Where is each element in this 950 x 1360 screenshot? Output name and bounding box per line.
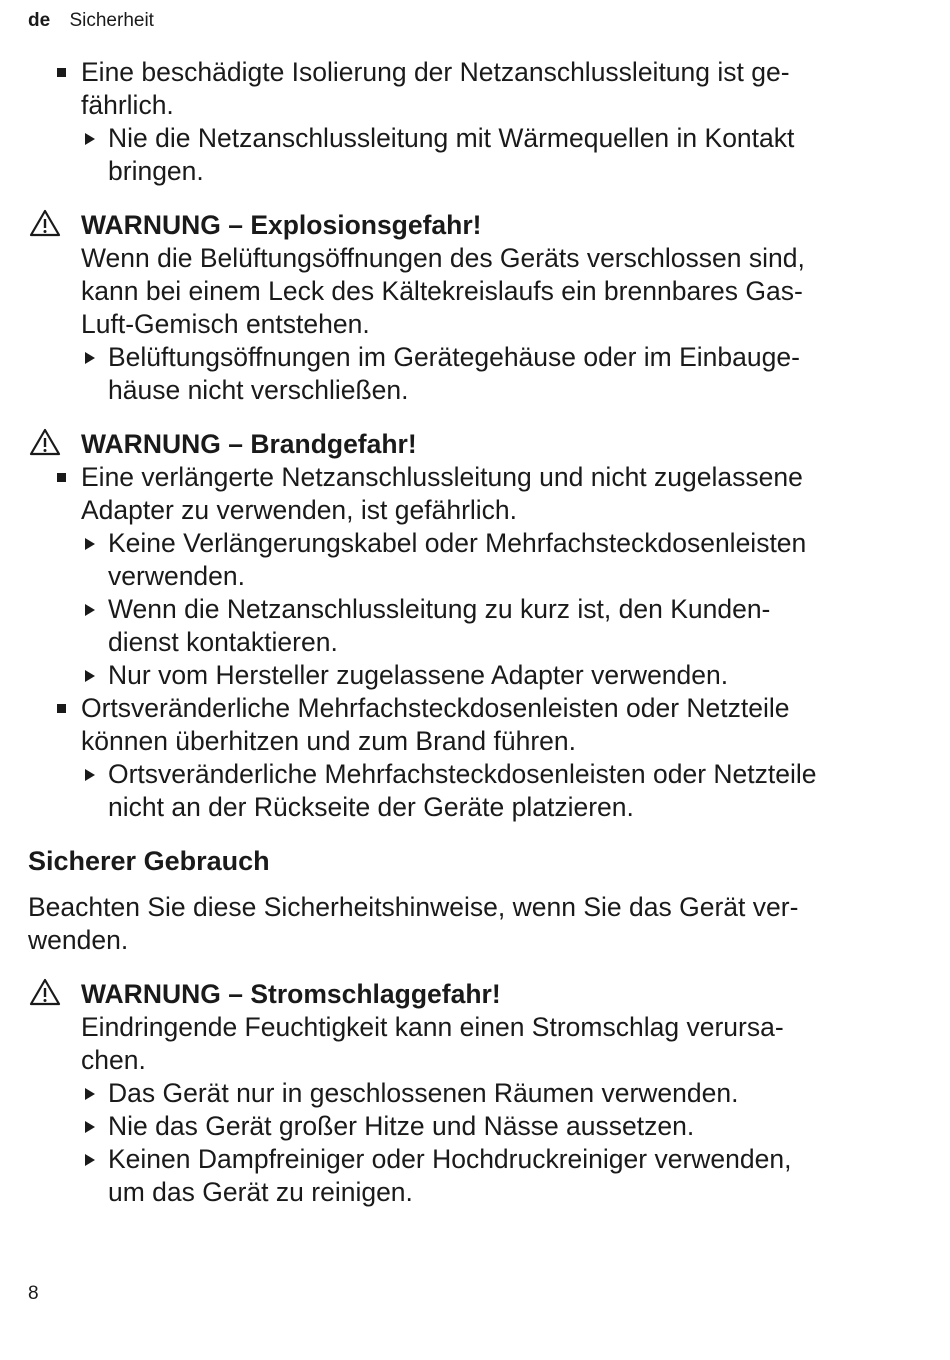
text-line: kann bei einem Leck des Kältekreislaufs ein brennbares Gas- xyxy=(81,276,803,306)
text-line: bringen. xyxy=(108,156,204,186)
section-heading: Sicherer Gebrauch xyxy=(28,846,270,876)
page-number: 8 xyxy=(28,1283,39,1304)
section-intro xyxy=(0,891,950,957)
text-line: Eine verlängerte Netzanschlussleitung und nicht zugelassene xyxy=(81,462,803,492)
action-item xyxy=(0,659,950,692)
text-line: um das Gerät zu reinigen. xyxy=(108,1177,413,1207)
arrow-right-icon xyxy=(85,604,95,616)
warning-heading: WARNUNG – Stromschlaggefahr! xyxy=(81,979,501,1009)
warning-text xyxy=(0,242,950,341)
square-bullet-icon xyxy=(57,704,66,713)
page-content xyxy=(0,56,950,1209)
text-line: nicht an der Rückseite der Geräte platzieren. xyxy=(108,792,634,822)
warning-title xyxy=(0,428,950,461)
text-line: chen. xyxy=(81,1045,146,1075)
list-item xyxy=(0,461,950,527)
warning-title xyxy=(0,978,950,1011)
warning-heading: WARNUNG – Explosionsgefahr! xyxy=(81,210,482,240)
page-header xyxy=(28,10,154,32)
list-item xyxy=(0,692,950,758)
text-line: verwenden. xyxy=(108,561,246,591)
action-item xyxy=(0,593,950,659)
square-bullet-icon xyxy=(57,473,66,482)
warning-text xyxy=(0,1011,950,1077)
text-line: Eine beschädigte Isolierung der Netzanschlussleitung ist ge- xyxy=(81,57,790,87)
arrow-right-icon xyxy=(85,1088,95,1100)
warning-triangle-icon xyxy=(29,428,61,456)
text-line: Ortsveränderliche Mehrfachsteckdosenleisten oder Netzteile xyxy=(81,693,790,723)
action-item xyxy=(0,527,950,593)
text-line: Nie das Gerät großer Hitze und Nässe aussetzen. xyxy=(108,1111,695,1141)
list-item xyxy=(0,56,950,122)
text-line: dienst kontaktieren. xyxy=(108,627,338,657)
warning-triangle-icon xyxy=(29,978,61,1006)
text-line: Das Gerät nur in geschlossenen Räumen verwenden. xyxy=(108,1078,739,1108)
text-line: Keinen Dampfreiniger oder Hochdruckreiniger verwenden, xyxy=(108,1144,792,1174)
action-item xyxy=(0,341,950,407)
section-name: Sicherheit xyxy=(69,10,154,31)
text-line: Nur vom Hersteller zugelassene Adapter verwenden. xyxy=(108,660,729,690)
text-line: Luft-Gemisch entstehen. xyxy=(81,309,370,339)
text-line: Wenn die Belüftungsöffnungen des Geräts verschlossen sind, xyxy=(81,243,805,273)
text-line: Nie die Netzanschlussleitung mit Wärmequellen in Kontakt xyxy=(108,123,795,153)
text-line: wenden. xyxy=(28,925,129,955)
arrow-right-icon xyxy=(85,670,95,682)
text-line: Eindringende Feuchtigkeit kann einen Stromschlag verursa- xyxy=(81,1012,784,1042)
arrow-right-icon xyxy=(85,538,95,550)
arrow-right-icon xyxy=(85,1121,95,1133)
text-line: häuse nicht verschließen. xyxy=(108,375,409,405)
text-line: Keine Verlängerungskabel oder Mehrfachsteckdosenleisten xyxy=(108,528,807,558)
text-line: Belüftungsöffnungen im Gerätegehäuse oder im Einbauge- xyxy=(108,342,800,372)
square-bullet-icon xyxy=(57,68,66,77)
action-item xyxy=(0,1077,950,1110)
warning-triangle-icon xyxy=(29,209,61,237)
action-item xyxy=(0,1143,950,1209)
action-item xyxy=(0,122,950,188)
arrow-right-icon xyxy=(85,1154,95,1166)
arrow-right-icon xyxy=(85,352,95,364)
warning-title xyxy=(0,209,950,242)
text-line: Adapter zu verwenden, ist gefährlich. xyxy=(81,495,518,525)
text-line: fährlich. xyxy=(81,90,174,120)
action-item xyxy=(0,758,950,824)
text-line: Ortsveränderliche Mehrfachsteckdosenleisten oder Netzteile xyxy=(108,759,817,789)
warning-heading: WARNUNG – Brandgefahr! xyxy=(81,429,417,459)
language-code: de xyxy=(28,10,51,31)
text-line: Wenn die Netzanschlussleitung zu kurz ist, den Kunden- xyxy=(108,594,771,624)
action-item xyxy=(0,1110,950,1143)
arrow-right-icon xyxy=(85,133,95,145)
text-line: können überhitzen und zum Brand führen. xyxy=(81,726,576,756)
text-line: Beachten Sie diese Sicherheitshinweise, wenn Sie das Gerät ver- xyxy=(28,892,799,922)
arrow-right-icon xyxy=(85,769,95,781)
